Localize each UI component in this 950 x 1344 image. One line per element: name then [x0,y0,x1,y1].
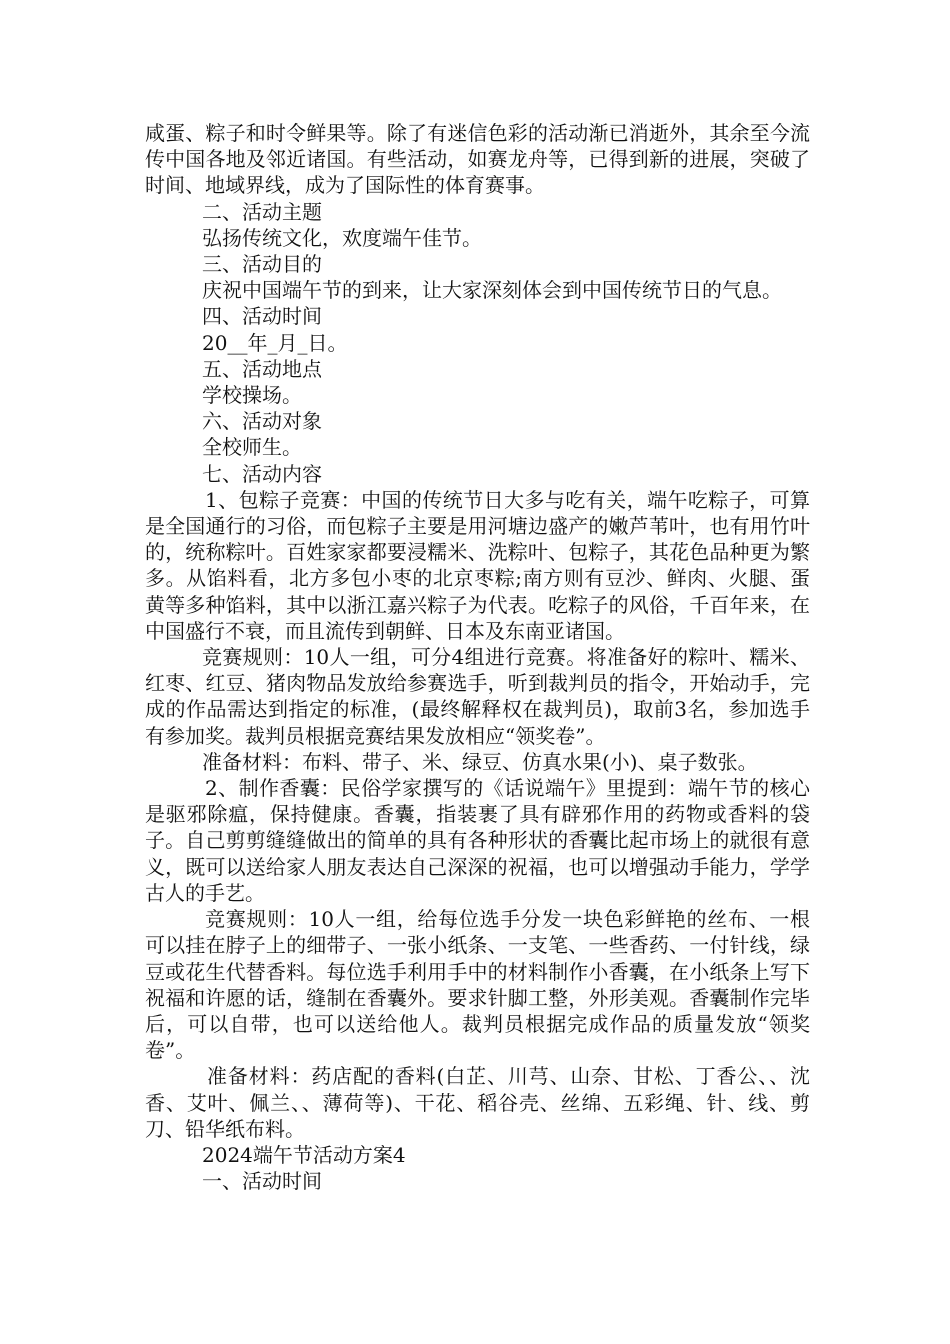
heading-purpose: 三、活动目的 [202,252,322,277]
heading-content: 七、活动内容 [202,461,322,486]
heading-plan-4: 2024端午节活动方案4 [202,1142,406,1167]
heading-audience: 六、活动对象 [202,409,322,434]
paragraph-intro: 咸蛋、粽子和时令鲜果等。除了有迷信色彩的活动渐已消逝外，其余至今流传中国各地及邻近诸国。有些活动，如赛龙舟等，已得到新的进展，突破了时间、地域界线，成为了国际性的体育赛事。 [145,121,810,198]
heading-theme: 二、活动主题 [202,199,322,224]
heading-location: 五、活动地点 [202,356,322,381]
paragraph-sachet-rules: 竞赛规则：10人一组，给每位选手分发一块色彩鲜艳的丝布、一根可以挂在脖子上的细带子、一张小纸条、一支笔、一些香药、一付针线，绿豆或花生代替香料。每位选手利用手中的材料制作小香囊，在小纸条上写下祝福和许愿的话，缝制在香囊外。要求针脚工整，外形美观。香囊制作完毕后，可以自带，也可以送给他人。裁判员根据完成作品的质量发放“领奖卷”。 [145,907,810,1063]
paragraph-time: 20__年_月_日。 [202,330,348,355]
paragraph-audience: 全校师生。 [202,435,302,460]
paragraph-theme: 弘扬传统文化，欢度端午佳节。 [202,225,482,250]
paragraph-sachet: 2、制作香囊：民俗学家撰写的《话说端午》里提到：端午节的核心是驱邪除瘟，保持健康。香囊，指装裹了具有辟邪作用的药物或香料的袋子。自己剪剪缝缝做出的简单的具有各种形状的香囊比起市场上的就很有意义，既可以送给家人朋友表达自己深深的祝福，也可以增强动手能力，学学古人的手艺。 [145,776,810,905]
paragraph-purpose: 庆祝中国端午节的到来，让大家深刻体会到中国传统节日的气息。 [202,278,782,303]
heading-time: 四、活动时间 [202,304,322,329]
paragraph-zongzi-rules: 竞赛规则：10人一组，可分4组进行竞赛。将准备好的粽叶、糯米、红枣、红豆、猪肉物品发放给参赛选手，听到裁判员的指令，开始动手，完成的作品需达到指定的标准，(最终解释权在裁判员)，取前3名，参加选手有参加奖。裁判员根据竞赛结果发放相应“领奖卷”。 [145,645,810,748]
paragraph-sachet-materials: 准备材料：药店配的香料(白芷、川芎、山奈、甘松、丁香公、、沈香、艾叶、佩兰、、薄荷等)、干花、稻谷壳、丝绵、五彩绳、针、线、剪刀、铅华纸布料。 [145,1064,810,1141]
paragraph-location: 学校操场。 [202,383,302,408]
paragraph-zongzi: 1、包粽子竞赛：中国的传统节日大多与吃有关，端午吃粽子，可算是全国通行的习俗，而包粽子主要是用河塘边盛产的嫩芦苇叶，也有用竹叶的，统称粽叶。百姓家家都要浸糯米、洗粽叶、包粽子，其花色品种更为繁多。从馅料看，北方多包小枣的北京枣粽;南方则有豆沙、鲜肉、火腿、蛋黄等多种馅料，其中以浙江嘉兴粽子为代表。吃粽子的风俗，千百年来，在中国盛行不衰，而且流传到朝鲜、日本及东南亚诸国。 [145,487,810,643]
heading-plan-4-time: 一、活动时间 [202,1169,322,1194]
document-page [145,120,810,1194]
paragraph-zongzi-materials: 准备材料：布料、带子、米、绿豆、仿真水果(小)、桌子数张。 [202,749,758,774]
